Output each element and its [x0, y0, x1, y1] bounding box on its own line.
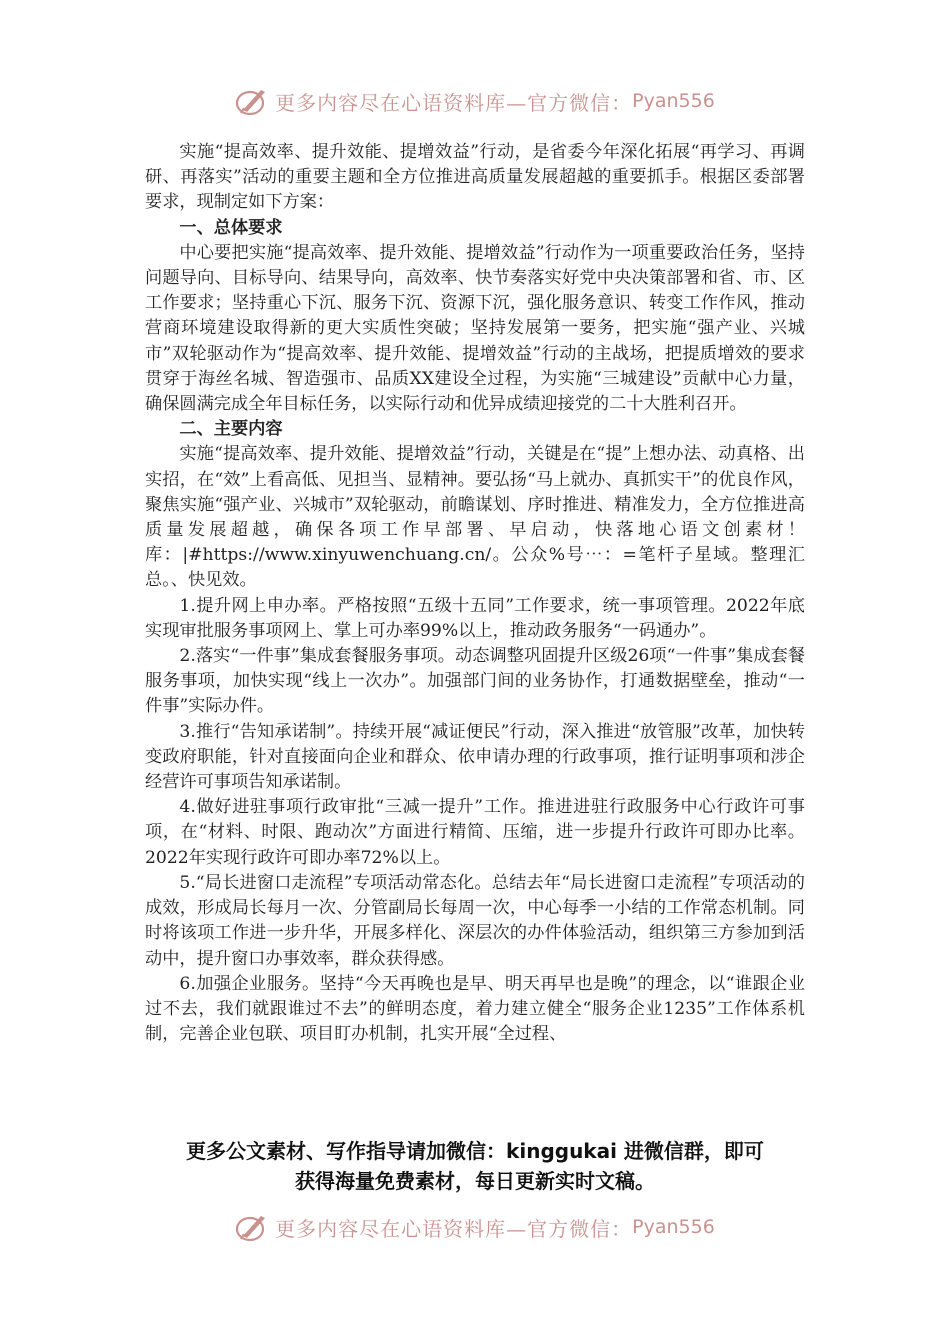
- promo-line-1: 更多公文素材、写作指导请加微信：kinggukai 进微信群，即可: [186, 1139, 764, 1163]
- section-heading-general-requirements: 一、总体要求: [179, 217, 283, 238]
- promo-line-2: 获得海量免费素材，每日更新实时文稿。: [295, 1169, 655, 1193]
- document-body: [145, 140, 805, 1047]
- watermark-footer: [0, 1212, 950, 1242]
- watermark-text: 更多内容尽在心语资料库—官方微信：: [275, 90, 633, 115]
- section-heading-main-content: 二、主要内容: [179, 419, 283, 440]
- quill-pen-logo-icon: [235, 1212, 269, 1242]
- section-paragraph-general-requirements: 中心要把实施“提高效率、提升效能、提增效益”行动作为一项重要政治任务，坚持问题导向、目标导向、结果导向，高效率、快节奏落实好党中央决策部署和省、市、区工作要求；坚持重心下沉、服务下沉、资源下沉，强化服务意识、转变工作作风，推动营商环境建设取得新的更大实质性突破；坚持发展第一要务，把实施“强产业、兴城市”双轮驱动作为“提高效率、提升效能、提增效益”行动的主战场，把提质增效的要求贯穿于海丝名城、智造强市、品质XX建设全过程，为实施“三城建设”贡献中心力量，确保圆满完成全年目标任务，以实际行动和优异成绩迎接党的二十大胜利召开。: [145, 242, 805, 415]
- quill-pen-logo-icon: [235, 86, 269, 116]
- list-item: 1.提升网上申办率。严格按照“五级十五同”工作要求，统一事项管理。2022年底实现审批服务事项网上、掌上可办率99%以上，推动政务服务“一码通办”。: [145, 595, 805, 641]
- watermark-text: 更多内容尽在心语资料库—官方微信：: [275, 1216, 633, 1241]
- list-item: 4.做好进驻事项行政审批“三减一提升”工作。推进进驻行政服务中心行政许可事项，在“材料、时限、跑动次”方面进行精简、压缩，进一步提升行政许可即办比率。2022年实现行政许可即办率72%以上。: [145, 797, 805, 868]
- intro-paragraph: 实施“提高效率、提升效能、提增效益”行动，是省委今年深化拓展“再学习、再调研、再落实”活动的重要主题和全方位推进高质量发展超越的重要抓手。根据区委部署要求，现制定如下方案：: [145, 142, 805, 213]
- watermark-wechat-id: Pyan556: [632, 90, 715, 112]
- list-item: 5.“局长进窗口走流程”专项活动常态化。总结去年“局长进窗口走流程”专项活动的成效，形成局长每月一次、分管副局长每周一次，中心每季一小结的工作常态机制。同时将该项工作进一步升华，开展多样化、深层次的办件体验活动，组织第三方参加到活动中，提升窗口办事效率，群众获得感。: [145, 872, 805, 969]
- section-paragraph-main-content: 实施“提高效率、提升效能、提增效益”行动，关键是在“提”上想办法、动真格、出实招，在“效”上看高低、见担当、显精神。要弘扬“马上就办、真抓实干”的优良作风，聚焦实施“强产业、兴城市”双轮驱动，前瞻谋划、序时推进、精准发力，全方位推进高质量发展超越，确保各项工作早部署、早启动，快落地心语文创素材！库：|#https://www.xinyuwenchuang.cn/。公众%号⋯：=笔杆子星域。整理汇总。、快见效。: [145, 444, 805, 591]
- promo-banner: [120, 1136, 830, 1196]
- list-item: 6.加强企业服务。坚持“今天再晚也是早、明天再早也是晚”的理念，以“谁跟企业过不去，我们就跟谁过不去”的鲜明态度，着力建立健全“服务企业1235”工作体系机制，完善企业包联、项目盯办机制，扎实开展“全过程、: [145, 973, 805, 1045]
- list-item: 2.落实“一件事”集成套餐服务事项。动态调整巩固提升区级26项“一件事”集成套餐服务事项，加快实现“线上一次办”。加强部门间的业务协作，打通数据壁垒，推动“一件事”实际办件。: [145, 646, 805, 717]
- list-item: 3.推行“告知承诺制”。持续开展“减证便民”行动，深入推进“放管服”改革，加快转变政府职能，针对直接面向企业和群众、依申请办理的行政事项，推行证明事项和涉企经营许可事项告知承诺制。: [145, 721, 805, 793]
- watermark-header: [0, 86, 950, 116]
- watermark-wechat-id: Pyan556: [632, 1216, 715, 1238]
